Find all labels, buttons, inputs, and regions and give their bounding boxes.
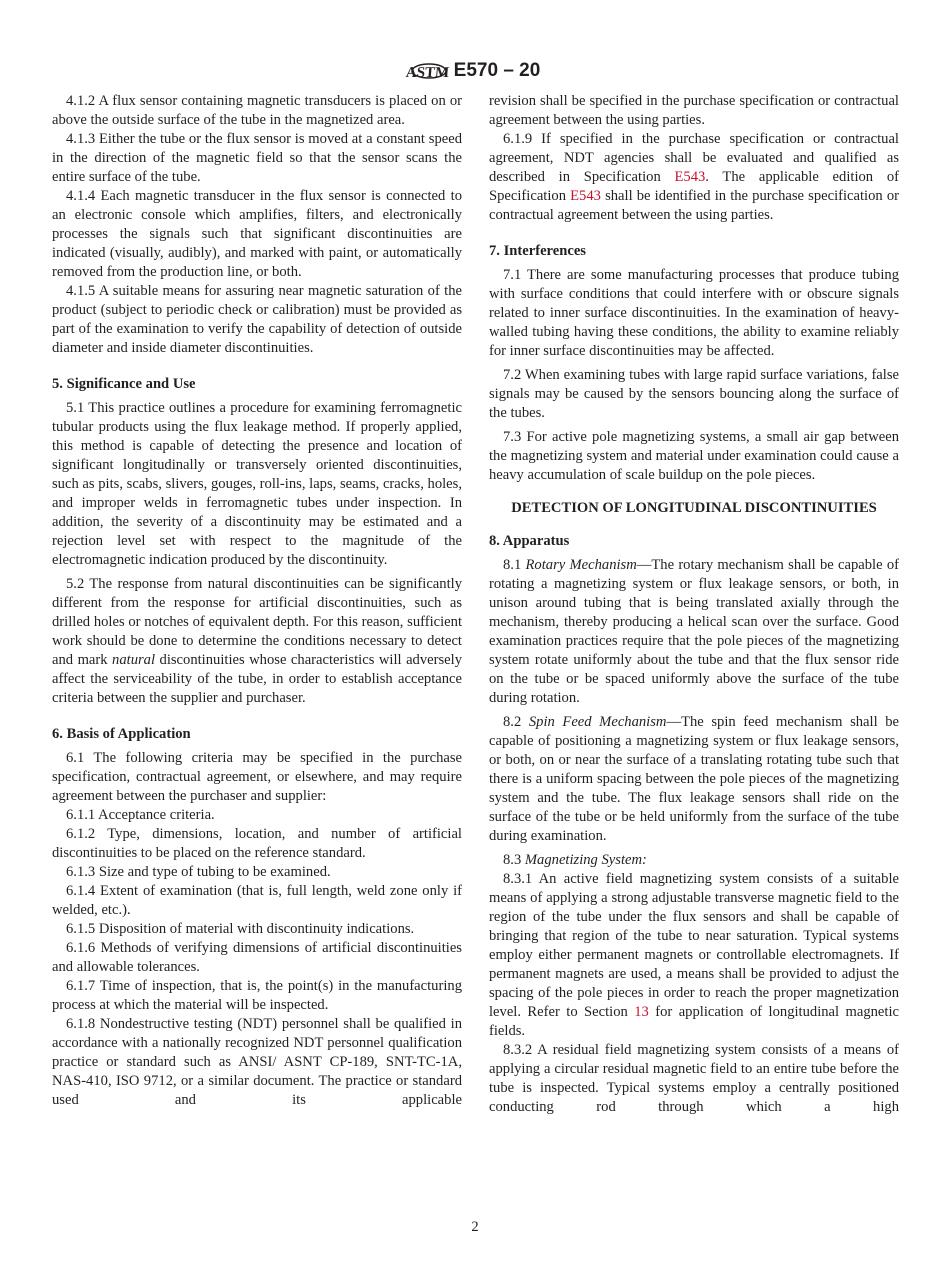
paragraph [52, 575, 462, 708]
paragraph [52, 882, 462, 920]
paragraph [52, 806, 462, 825]
text: 7.2 When examining tubes with large rapid surface variations, false signals may be caused by the sensors bouncing along the surface of the tubes. [489, 367, 899, 421]
reference-link[interactable]: 13 [634, 1004, 649, 1020]
text: 8.3.1 An active field magnetizing system consists of a suitable means of applying a strong adjustable transverse magnetic field to the region of the tube under the flux sensors and shall be capable of bringing that region of the tube to near saturation. Typical systems employ either permanent magnets or controllable electromagnets. If permanent magnets are used, a means shall be provided to adjust the spacing of the pole pieces in order to reach the proper magnetization level. Refer to Section [489, 871, 899, 1020]
text: 8.3.2 A residual field magnetizing system consists of a means of applying a circular residual magnetic field to an entire tube before the tube is inspected. Typical systems employ a centrally positioned conducting rod through which a high [489, 1042, 899, 1115]
paragraph [489, 428, 899, 485]
text: —The rotary mechanism shall be capable of rotating a magnetizing system or flux leakage sensors, or both, in unison around tubing that is being translated axially through the mechanism, thereby producing a helical scan over the surface. Good examination practices require that the pole pieces of the magnetizing system rotate uniformly about the tube and that the flux sensor ride on the tube or be spaced uniformly above the surface of the tube during rotation. [489, 557, 899, 706]
text: 7.1 There are some manufacturing processes that produce tubing with surface conditions that could interfere with or obscure signals related to inner surface discontinuities. In the examination of heavy-walled tubing having these conditions, the ability to examine reliably for inner surface discontinuities may be affected. [489, 267, 899, 359]
text: 8. Apparatus [489, 533, 570, 549]
paragraph [52, 130, 462, 187]
part-heading [489, 499, 899, 518]
text: 4.1.2 A flux sensor containing magnetic transducers is placed on or above the outside surface of the tube in the magnetized area. [52, 93, 462, 128]
paragraph [52, 863, 462, 882]
text: 6.1.8 Nondestructive testing (NDT) personnel shall be qualified in accordance with a nationally recognized NDT personnel qualification practice or standard such as ANSI/ ASNT CP-189, SNT-TC-1A, NAS-410, ISO 9712, or a similar document. The practice or standard used and its applicable [52, 1016, 462, 1108]
paragraph [489, 713, 899, 846]
text: 4.1.4 Each magnetic transducer in the flux sensor is connected to an electronic console which amplifies, filters, and electronically processes the signals such that significant discontinuities are indicated (visually, audibly), and marked with paint, or automatically removed from the production line, or both. [52, 188, 462, 280]
document-id: E570 – 20 [453, 60, 541, 81]
text: 6.1.2 Type, dimensions, location, and number of artificial discontinuities to be placed on the reference standard. [52, 826, 462, 861]
text: 6.1.3 Size and type of tubing to be examined. [66, 864, 331, 880]
text: 7.3 For active pole magnetizing systems, a small air gap between the magnetizing system and material under examination could cause a heavy accumulation of scale buildup on the pole pieces. [489, 429, 899, 483]
text: discontinuities whose characteristics will adversely affect the serviceability of the tube, in order to establish acceptance criteria between the supplier and purchaser. [52, 652, 462, 706]
text: 6.1.1 Acceptance criteria. [66, 807, 215, 823]
section-heading [52, 725, 462, 744]
italic-text: Magnetizing System: [524, 852, 647, 868]
paragraph [52, 825, 462, 863]
text: 6.1.9 If specified in the purchase specification or contractual agreement, NDT agencies shall be evaluated and qualified as described in Specification [489, 131, 899, 185]
text: for application of longitudinal magnetic fields. [489, 1004, 899, 1039]
reference-link[interactable]: E543 [570, 188, 601, 204]
text: —The spin feed mechanism shall be capable of positioning a magnetizing system or flux leakage sensors, or both, on or near the surface of a translating rotating tube such that there is a uniform spacing between the pole pieces of the magnetizing system and the tube. The flux leakage sensors shall ride on the surface of the tube or be held uniformly from the surface of the tube during examination. [489, 714, 900, 844]
paragraph [489, 870, 899, 1041]
text: 7. Interferences [489, 243, 586, 259]
right-column [489, 92, 899, 1117]
paragraph [52, 749, 462, 806]
text: revision shall be specified in the purchase specification or contractual agreement between the using parties. [489, 93, 899, 128]
text: shall be identified in the purchase specification or contractual agreement between the using parties. [489, 188, 899, 223]
text: 8.1 [503, 557, 526, 573]
section-heading [52, 375, 462, 394]
paragraph [52, 92, 462, 130]
text: 6.1.6 Methods of verifying dimensions of artificial discontinuities and allowable tolerances. [52, 940, 462, 975]
text: DETECTION OF LONGITUDINAL DISCONTINUITIES [511, 500, 877, 516]
text: 8.3 [503, 852, 525, 868]
svg-text:ASTM: ASTM [404, 65, 450, 81]
text: 5. Significance and Use [52, 376, 196, 392]
text: 5.1 This practice outlines a procedure for examining ferromagnetic tubular products using the flux leakage method. If properly applied, this method is capable of detecting the presence and location of significant longitudinally or transversely oriented discontinuities, such as pits, scabs, slivers, gouges, roll-ins, laps, seams, cracks, holes, and improper welds in ferromagnetic tubes under inspection. In addition, the severity of a discontinuity may be estimated and a rejection level set with respect to the magnitude of the electromagnetic indication produced by the discontinuity. [52, 400, 462, 568]
text: 4.1.3 Either the tube or the flux sensor is moved at a constant speed in the direction of the magnetic field so that the sensor scans the entire surface of the tube. [52, 131, 462, 185]
section-heading [489, 532, 899, 551]
paragraph [52, 1015, 462, 1110]
italic-text: natural [112, 652, 156, 668]
text: 6.1 The following criteria may be specified in the purchase specification, contractual agreement, or elsewhere, and may require agreement between the purchaser and supplier: [52, 750, 462, 804]
paragraph [489, 266, 899, 361]
reference-link[interactable]: E543 [674, 169, 706, 185]
text: 6. Basis of Application [52, 726, 191, 742]
paragraph [489, 1041, 899, 1117]
paragraph [489, 556, 899, 708]
text: 6.1.4 Extent of examination (that is, full length, weld zone only if welded, etc.). [52, 883, 462, 918]
text: 6.1.5 Disposition of material with discontinuity indications. [66, 921, 415, 937]
italic-text: Rotary Mechanism [525, 557, 637, 573]
paragraph [489, 92, 899, 130]
left-column [52, 92, 462, 1110]
page-number: 2 [471, 1219, 479, 1235]
text: . The applicable edition of Specification [489, 169, 899, 204]
paragraph [489, 366, 899, 423]
paragraph [52, 187, 462, 282]
text: 6.1.7 Time of inspection, that is, the point(s) in the manufacturing process at which the material will be inspected. [52, 978, 462, 1013]
paragraph [52, 939, 462, 977]
paragraph [52, 920, 462, 939]
astm-logo-icon [404, 56, 450, 86]
paragraph [52, 977, 462, 1015]
paragraph [489, 851, 899, 870]
italic-text: Spin Feed Mechanism [528, 714, 667, 730]
page-header [0, 56, 950, 86]
paragraph [489, 130, 899, 225]
paragraph [52, 399, 462, 570]
paragraph [52, 282, 462, 358]
text: 4.1.5 A suitable means for assuring near magnetic saturation of the product (subject to periodic check or calibration) must be provided as part of the examination to verify the capability of detection of outside diameter and inside diameter discontinuities. [52, 283, 462, 356]
text: 5.2 The response from natural discontinuities can be significantly different from the response for artificial discontinuities, such as drilled holes or notches of equivalent depth. For this reason, sufficient work should be done to determine the conditions necessary to detect and mark [52, 576, 462, 668]
text: 8.2 [503, 714, 529, 730]
section-heading [489, 242, 899, 261]
